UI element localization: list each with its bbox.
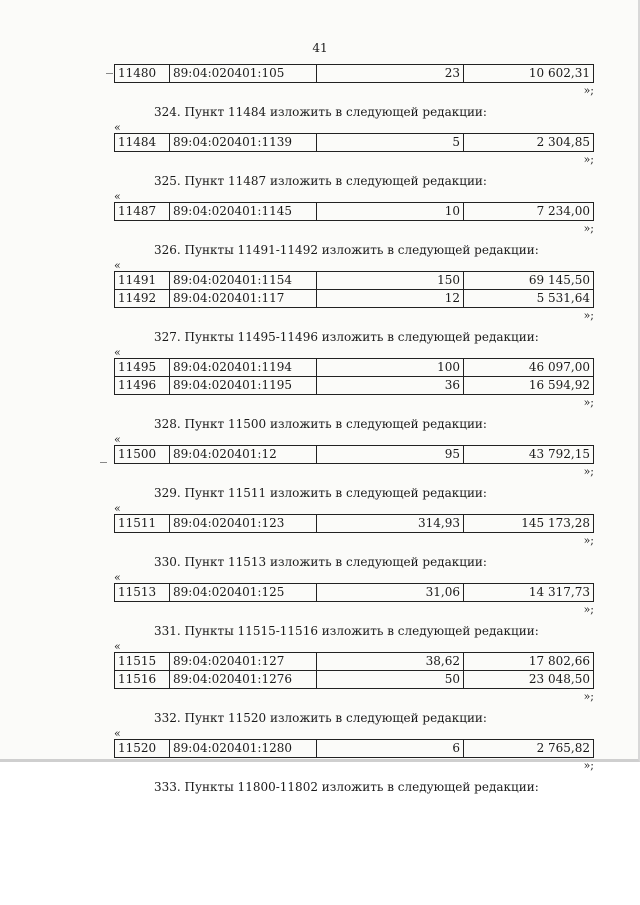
item-number-cell: 11511 [115, 515, 170, 533]
item-number-cell: 11513 [115, 584, 170, 602]
cost-cell: 46 097,00 [464, 359, 594, 377]
item-number-cell: 11492 [115, 290, 170, 308]
item-number-cell: 11480 [115, 65, 170, 83]
closing-quote: »; [583, 603, 594, 616]
area-cell: 12 [317, 290, 464, 308]
amendment-section [114, 103, 594, 167]
table-row [115, 359, 594, 377]
opening-quote: « [114, 121, 121, 134]
cadastral-number-cell: 89:04:020401:1139 [170, 134, 317, 152]
cost-cell: 43 792,15 [464, 446, 594, 464]
cost-cell: 7 234,00 [464, 203, 594, 221]
closing-quote: »; [583, 465, 594, 478]
cadastral-number-cell: 89:04:020401:1195 [170, 377, 317, 395]
table-row [115, 203, 594, 221]
item-number-cell: 11515 [115, 653, 170, 671]
registry-table [114, 583, 594, 602]
closing-quote: »; [583, 153, 594, 166]
area-cell: 6 [317, 740, 464, 758]
registry-table [114, 133, 594, 152]
area-cell: 314,93 [317, 515, 464, 533]
registry-table [114, 739, 594, 758]
table-row [115, 65, 594, 83]
opening-quote: « [114, 571, 121, 584]
amendment-sections [114, 103, 594, 773]
area-cell: 100 [317, 359, 464, 377]
area-cell: 5 [317, 134, 464, 152]
area-cell: 10 [317, 203, 464, 221]
cadastral-number-cell: 89:04:020401:1280 [170, 740, 317, 758]
amendment-instruction: 331. Пункты 11515-11516 изложить в следующей редакции: [154, 624, 539, 638]
cost-cell: 69 145,50 [464, 272, 594, 290]
cost-cell: 2 765,82 [464, 740, 594, 758]
item-number-cell: 11496 [115, 377, 170, 395]
amendment-section [114, 709, 594, 773]
amendment-instruction: 330. Пункт 11513 изложить в следующей редакции: [154, 555, 487, 569]
cost-cell: 2 304,85 [464, 134, 594, 152]
registry-table [114, 514, 594, 533]
item-number-cell: 11516 [115, 671, 170, 689]
opening-quote: « [114, 346, 121, 359]
area-cell: 23 [317, 65, 464, 83]
area-cell: 95 [317, 446, 464, 464]
closing-quote: »; [583, 534, 594, 547]
area-cell: 150 [317, 272, 464, 290]
amendment-instruction: 324. Пункт 11484 изложить в следующей редакции: [154, 105, 487, 119]
table-row [115, 446, 594, 464]
opening-quote: « [114, 259, 121, 272]
item-number-cell: 11491 [115, 272, 170, 290]
closing-quote: »; [583, 396, 594, 409]
opening-quote: « [114, 727, 121, 740]
amendment-instruction: 327. Пункты 11495-11496 изложить в следующей редакции: [154, 330, 539, 344]
area-cell: 36 [317, 377, 464, 395]
item-number-cell: 11520 [115, 740, 170, 758]
page-number: 41 [312, 41, 328, 55]
cadastral-number-cell: 89:04:020401:123 [170, 515, 317, 533]
amendment-section [114, 172, 594, 236]
opening-quote: « [114, 433, 121, 446]
table-row [115, 290, 594, 308]
cadastral-number-cell: 89:04:020401:127 [170, 653, 317, 671]
amendment-section [114, 622, 594, 704]
table-row [115, 584, 594, 602]
cadastral-number-cell: 89:04:020401:1276 [170, 671, 317, 689]
closing-quote: »; [583, 759, 594, 772]
item-number-cell: 11484 [115, 134, 170, 152]
amendment-section [114, 415, 594, 479]
cost-cell: 5 531,64 [464, 290, 594, 308]
table-row [115, 653, 594, 671]
table-row [115, 272, 594, 290]
amendment-instruction: 326. Пункты 11491-11492 изложить в следующей редакции: [154, 243, 539, 257]
area-cell: 50 [317, 671, 464, 689]
item-number-cell: 11500 [115, 446, 170, 464]
scan-mark [106, 73, 113, 74]
area-cell: 38,62 [317, 653, 464, 671]
registry-table [114, 271, 594, 308]
closing-quote: »; [583, 222, 594, 235]
amendment-section [114, 484, 594, 548]
registry-table [114, 358, 594, 395]
opening-quote: « [114, 640, 121, 653]
cadastral-number-cell: 89:04:020401:1154 [170, 272, 317, 290]
closing-quote: »; [583, 84, 594, 97]
amendment-instruction: 329. Пункт 11511 изложить в следующей редакции: [154, 486, 487, 500]
amendment-section [114, 241, 594, 323]
cost-cell: 10 602,31 [464, 65, 594, 83]
cost-cell: 16 594,92 [464, 377, 594, 395]
amendment-instruction: 332. Пункт 11520 изложить в следующей редакции: [154, 711, 487, 725]
cadastral-number-cell: 89:04:020401:1194 [170, 359, 317, 377]
cost-cell: 14 317,73 [464, 584, 594, 602]
cadastral-number-cell: 89:04:020401:105 [170, 65, 317, 83]
cost-cell: 145 173,28 [464, 515, 594, 533]
item-number-cell: 11487 [115, 203, 170, 221]
amendment-section [114, 553, 594, 617]
table-row [115, 515, 594, 533]
cadastral-number-cell: 89:04:020401:125 [170, 584, 317, 602]
table-row [115, 740, 594, 758]
cost-cell: 17 802,66 [464, 653, 594, 671]
opening-quote: « [114, 502, 121, 515]
cadastral-number-cell: 89:04:020401:1145 [170, 203, 317, 221]
item-number-cell: 11495 [115, 359, 170, 377]
area-cell: 31,06 [317, 584, 464, 602]
document-body [114, 64, 594, 797]
cost-cell: 23 048,50 [464, 671, 594, 689]
registry-table [114, 652, 594, 689]
opening-quote: « [114, 190, 121, 203]
registry-table [114, 202, 594, 221]
table-row [115, 134, 594, 152]
amendment-section [114, 328, 594, 410]
closing-quote: »; [583, 309, 594, 322]
cadastral-number-cell: 89:04:020401:12 [170, 446, 317, 464]
closing-quote: »; [583, 690, 594, 703]
table-row [115, 377, 594, 395]
registry-table [114, 64, 594, 83]
scan-mark [100, 462, 107, 463]
table-row [115, 671, 594, 689]
cadastral-number-cell: 89:04:020401:117 [170, 290, 317, 308]
amendment-instruction: 325. Пункт 11487 изложить в следующей редакции: [154, 174, 487, 188]
registry-table [114, 445, 594, 464]
amendment-instruction: 328. Пункт 11500 изложить в следующей редакции: [154, 417, 487, 431]
amendment-instruction: 333. Пункты 11800-11802 изложить в следующей редакции: [154, 780, 539, 794]
